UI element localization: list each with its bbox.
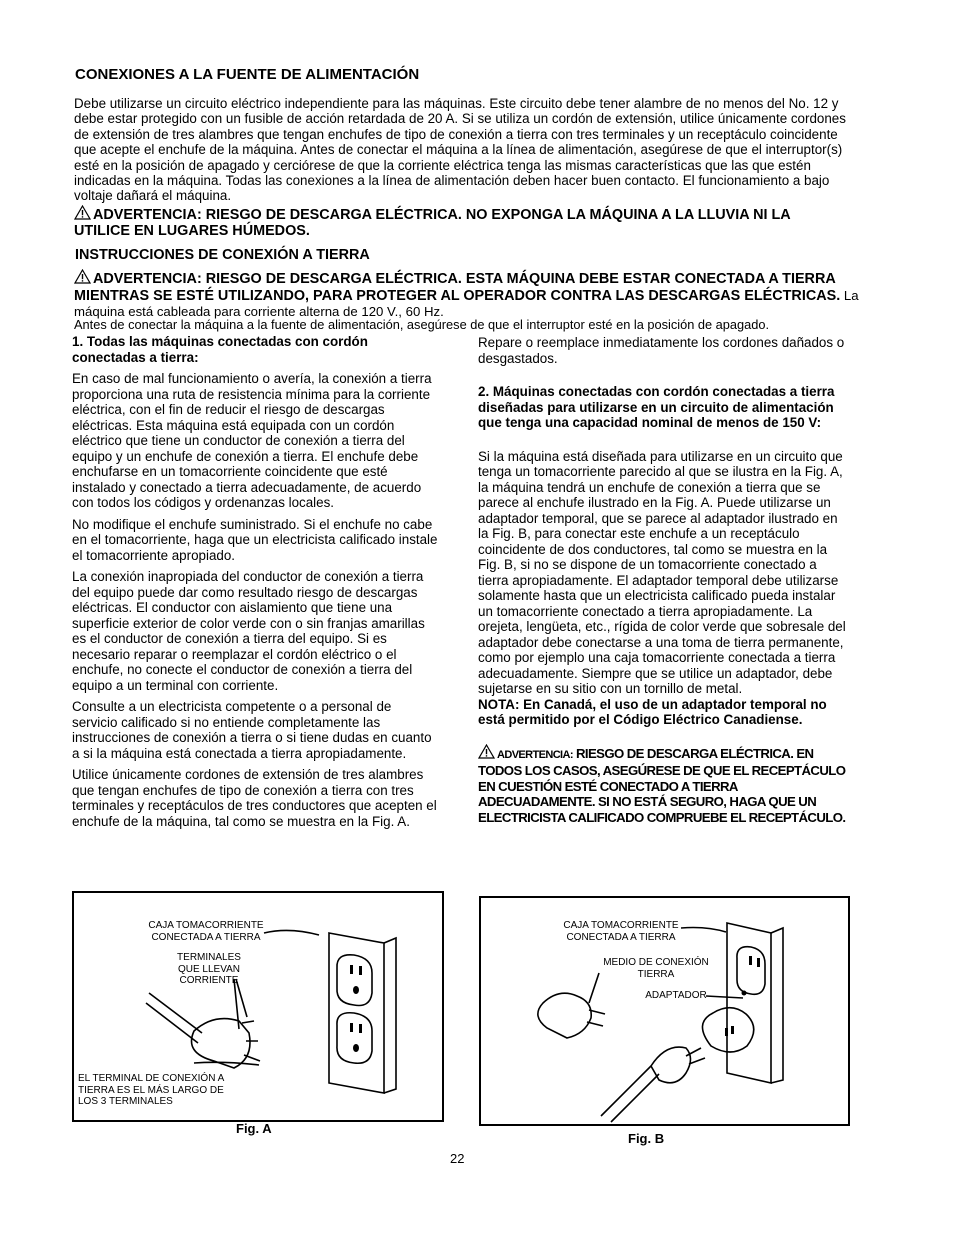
warning-receptacle bbox=[478, 744, 850, 826]
fig-b-caption: Fig. B bbox=[628, 1131, 665, 1146]
label-line: CORRIENTE bbox=[179, 975, 239, 986]
label-line: LOS 3 TERMINALES bbox=[78, 1096, 173, 1107]
warning-rain-text: ADVERTENCIA: RIESGO DE DESCARGA ELÉCTRICA. NO EXPONGA LA MÁQUINA A LA LLUVIA NI LA UTILICE EN LUGARES HÚMEDOS. bbox=[74, 207, 791, 239]
figure-a bbox=[72, 891, 444, 1122]
section-heading: CONEXIONES A LA FUENTE DE ALIMENTACIÓN bbox=[75, 66, 420, 83]
fig-b-illustration bbox=[481, 898, 848, 1124]
warning-receptacle-text: RIESGO DE DESCARGA ELÉCTRICA. EN TODOS LOS CASOS, ASEGÚRESE DE QUE EL RECEPTÁCULO EN CUESTIÓN ESTÉ CONECTADO A TIERRA ADECUADAMENTE. SI NO ESTÁ SEGURO, HAGA QUE UN ELECTRICISTA CALIFICADO COMPRUEBE EL RECEPTÁCULO. bbox=[478, 745, 846, 825]
left-paragraph: La conexión inapropiada del conductor de conexión a tierra del equipo puede dar como resultado riesgo de descargas eléctricas. El conductor con aislamiento que tiene una superficie exterior de color verde con o sin franjas amarillas es el conductor de conexión a tierra del equipo. Si es necesario reparar o reemplazar el cordón eléctrico o el enchufe, no conecte el conductor de conexión a tierra del equipo a un terminal con corriente. bbox=[72, 569, 425, 693]
left-column bbox=[72, 334, 440, 835]
warning-icon bbox=[478, 744, 495, 759]
figure-b bbox=[479, 896, 850, 1126]
page-number: 22 bbox=[450, 1151, 465, 1166]
left-paragraph: En caso de mal funcionamiento o avería, la conexión a tierra proporciona una ruta de resistencia mínima para la corriente eléctrica, con el fin de reducir el riesgo de descargas eléctricas. Esta máquina está equipada con un cordón eléctrico que tiene un conductor de conexión a tierra del equipo y un enchufe de conexión a tierra. El enchufe debe enchufarse en un tomacorriente coincidente que esté instalado y conectado a tierra adecuadamente, de acuerdo con todos los códigos y ordenanzas locales. bbox=[72, 371, 432, 510]
label-line: QUE LLEVAN bbox=[177, 963, 241, 975]
voltage-note: La máquina está cableada para corriente alterna de 120 V., 60 Hz. bbox=[74, 287, 859, 319]
label-line: EL TERMINAL DE CONEXIÓN A bbox=[78, 1073, 225, 1084]
label-line: CONECTADA A TIERRA bbox=[566, 931, 676, 943]
label-line: TERMINALES bbox=[177, 952, 241, 963]
canada-note: NOTA: En Canadá, el uso de un adaptador temporal no está permitido por el Código Eléctrico Canadiense. bbox=[478, 696, 827, 727]
warning-rain bbox=[74, 205, 849, 239]
warning-label: ADVERTENCIA: bbox=[497, 748, 573, 761]
fig-b-label-adapter: ADAPTADOR bbox=[645, 990, 707, 1001]
warning-icon bbox=[74, 205, 91, 220]
label-line: CAJA TOMACORRIENTE bbox=[148, 920, 264, 931]
right-paragraph: Repare o reemplace inmediatamente los cordones dañados o desgastados. bbox=[478, 335, 845, 366]
intro-paragraph: Debe utilizarse un circuito eléctrico independiente para las máquinas. Este circuito debe tener alambre de no menos del No. 12 y debe estar protegido con un fusible de acción retardada de 20 A. Si se utiliza un cordón de extensión, utilice únicamente cordones de extensión de tres alambres que tengan enchufes de tipo de conexión a tierra con tres terminales y un receptáculo coincidente que acepte el enchufe de la máquina. Antes de conectar el máquina a la línea de alimentación, asegúrese de que el interruptor(s) esté en la posición de apagado y cerciórese de que la corriente eléctrica tenga las mismas características que las que estén indicadas en la máquina. Todas las conexiones a la línea de alimentación deben hacer buen contacto. El funcionamiento a bajo voltaje dañará el máquina. bbox=[74, 96, 846, 204]
warning-ground-text: ADVERTENCIA: RIESGO DE DESCARGA ELÉCTRICA. ESTA MÁQUINA DEBE ESTAR CONECTADA A TIERRA MIENTRAS SE ESTÉ UTILIZANDO, PARA PROTEGER AL OPERADOR CONTRA LAS DESCARGAS ELÉCTRICAS. bbox=[74, 271, 841, 304]
right-heading: 2. Máquinas conectadas con cordón conectadas a tierra diseñadas para utilizarse en un circuito de alimentación que tenga una capacidad nominal de menos de 150 V: bbox=[478, 384, 835, 430]
label-line: CONECTADA A TIERRA bbox=[151, 931, 261, 943]
label-line: TIERRA bbox=[637, 968, 675, 980]
warning-ground bbox=[74, 269, 864, 321]
right-paragraph: Si la máquina está diseñada para utilizarse en un circuito que tenga un tomacorriente parecido al que se ilustra en la Fig. A, la máquina tendrá un enchufe de conexión a tierra que se parece al enchufe ilustrado en la Fig. A. Puede utilizarse un adaptador temporal, que se parece al adaptador ilustrado en la Fig. B, para conectar este enchufe a un receptáculo coincidente de dos conductores, tal como se muestra en la Fig. B, si no se dispone de un tomacorriente conectado a tierra apropiadamente. El adaptador temporal debe utilizarse solamente hasta que un electricista calificado pueda instalar un tomacorriente conectado a tierra apropiadamente. La orejeta, lengüeta, etc., rígida de color verde que sobresale del adaptador debe conectarse a una toma de tierra permanente, como por ejemplo una caja tomacorriente conectada a tierra adecuadamente. Siempre que se utilice un adaptador, debe sujetarse en su sitio con un tornillo de metal. bbox=[478, 448, 846, 696]
left-paragraph: Utilice únicamente cordones de extensión de tres alambres que tengan enchufes de tipo de conexión a tierra con tres terminales y receptáculos de tres conductores que acepten el enchufe de la máquina, tal como se muestra en la Fig. A. bbox=[72, 767, 437, 829]
warning-icon bbox=[74, 269, 91, 284]
left-paragraph: No modifique el enchufe suministrado. Si el enchufe no cabe en el tomacorriente, haga que un electricista calificado instale el tomacorriente apropiado. bbox=[72, 516, 438, 563]
left-heading: 1. Todas las máquinas conectadas con cordón conectadas a tierra: bbox=[72, 334, 368, 365]
before-connect-note: Antes de conectar la máquina a la fuente de alimentación, asegúrese de que el interruptor esté en la posición de apagado. bbox=[74, 317, 770, 332]
label-line: CAJA TOMACORRIENTE bbox=[563, 920, 679, 931]
grounding-heading: INSTRUCCIONES DE CONEXIÓN A TIERRA bbox=[75, 247, 370, 263]
right-column bbox=[478, 335, 850, 831]
label-line: MEDIO DE CONEXIÓN bbox=[603, 957, 709, 968]
fig-a-illustration bbox=[74, 893, 442, 1120]
label-line: TIERRA ES EL MÁS LARGO DE bbox=[78, 1084, 224, 1096]
left-paragraph: Consulte a un electricista competente o a personal de servicio calificado si no entiende completamente las instrucciones de conexión a tierra o si tiene dudas en cuanto a si la máquina está conectada a tierra apropiadamente. bbox=[72, 699, 432, 761]
fig-a-caption: Fig. A bbox=[236, 1121, 272, 1136]
